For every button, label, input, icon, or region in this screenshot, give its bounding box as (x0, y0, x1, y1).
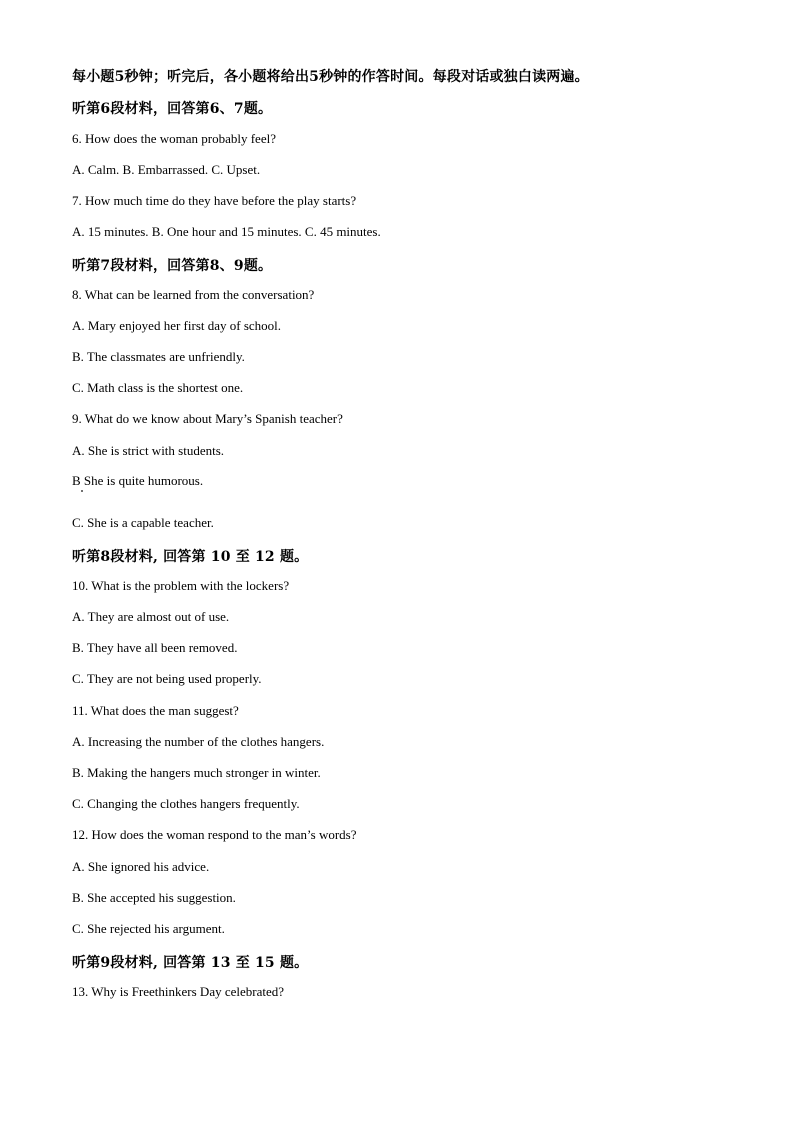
section-heading-6: 听第6段材料，回答第6、7题。 (72, 101, 273, 117)
question-10-option-a: A. They are almost out of use. (72, 609, 230, 624)
question-6: 6. How does the woman probably feel? (72, 131, 276, 146)
question-10-option-b: B. They have all been removed. (72, 640, 238, 655)
question-12: 12. How does the woman respond to the man’s words? (72, 827, 357, 842)
question-7-options: A. 15 minutes. B. One hour and 15 minutes. C. 45 minutes. (72, 224, 381, 239)
stray-dot (81, 490, 83, 492)
question-12-option-a: A. She ignored his advice. (72, 859, 210, 874)
question-11: 11. What does the man suggest? (72, 703, 239, 718)
question-11-option-a: A. Increasing the number of the clothes hangers. (72, 734, 325, 749)
question-9-option-a: A. She is strict with students. (72, 443, 225, 458)
question-8-option-b: B. The classmates are unfriendly. (72, 349, 245, 364)
question-13: 13. Why is Freethinkers Day celebrated? (72, 984, 285, 999)
section-heading-9: 听第9段材料, 回答第 13 至 15 题。 (72, 955, 309, 971)
question-9-option-c: C. She is a capable teacher. (72, 515, 214, 530)
question-8: 8. What can be learned from the conversation? (72, 287, 315, 302)
section-heading-7: 听第7段材料，回答第8、9题。 (72, 258, 273, 274)
question-9-option-b: B She is quite humorous. (72, 473, 204, 488)
question-11-option-c: C. Changing the clothes hangers frequently. (72, 796, 300, 811)
question-10: 10. What is the problem with the lockers? (72, 578, 290, 593)
question-8-option-a: A. Mary enjoyed her first day of school. (72, 318, 282, 333)
question-7: 7. How much time do they have before the play starts? (72, 193, 357, 208)
question-12-option-c: C. She rejected his argument. (72, 921, 225, 936)
question-9: 9. What do we know about Mary’s Spanish teacher? (72, 411, 343, 426)
question-11-option-b: B. Making the hangers much stronger in winter. (72, 765, 321, 780)
question-12-option-b: B. She accepted his suggestion. (72, 890, 236, 905)
section-heading-8: 听第8段材料, 回答第 10 至 12 题。 (72, 549, 309, 565)
question-10-option-c: C. They are not being used properly. (72, 671, 262, 686)
question-6-options: A. Calm. B. Embarrassed. C. Upset. (72, 162, 261, 177)
question-8-option-c: C. Math class is the shortest one. (72, 380, 244, 395)
instruction-line: 每小题5秒钟；听完后，各小题将给出5秒钟的作答时间。每段对话或独白读两遍。 (72, 69, 589, 85)
